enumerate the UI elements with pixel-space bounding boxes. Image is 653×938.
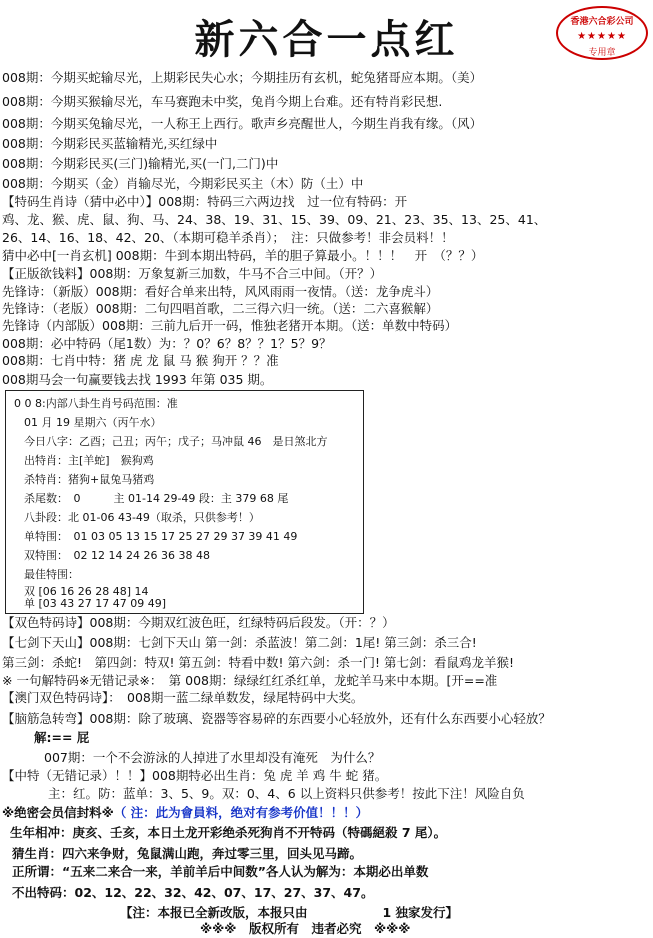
text-line: 26、14、16、18、42、20、（本期可稳羊杀肖）； 注：只做参考！非会员料！！ (2, 230, 454, 245)
text-line: 生年相冲：庚亥、壬亥，本日土龙开彩绝杀死狗肖不开特码（特碼絕殺 7 尾）。 (10, 825, 447, 840)
page-title: 新六合一点红 (194, 16, 459, 63)
seal-stars: ★★★★★ (577, 31, 627, 42)
member-label: ※绝密会员信封料※ (2, 805, 114, 820)
box-line: 今日八字：乙酉；己丑；丙午；戊子；马冲鼠 46 是日煞北方 (24, 435, 328, 448)
member-heading (2, 805, 368, 821)
company-seal (556, 6, 648, 60)
text-line: 008期：今期买猴输尽光，车马赛跑未中奖，兔肖今期上台难。还有特肖彩民想. (2, 94, 443, 109)
box-line: 双 [06 16 26 28 48] 14 (24, 585, 149, 598)
text-line: ※ 一句解特码※无错记录※： 第 008期：绿绿红红杀红单，龙蛇羊马来中本期。[开==准 (2, 673, 498, 688)
box-line: 0 0 8:内部八卦生肖号码范围：准 (14, 397, 178, 410)
copyright-line: ※※※ 版权所有 违者必究 ※※※ (200, 921, 411, 936)
text-line: 【正版欲钱料】008期：万象复新三加数，牛马不合三中间。（开？） (2, 266, 383, 281)
text-line: 008期：今期彩民买蓝输精光,买红绿中 (2, 136, 218, 151)
footer-note: 【注：本报已全新改版，本报只由 1 独家发行】 (120, 905, 459, 920)
box-line: 出特肖：主[羊蛇] 猴狗鸡 (24, 454, 154, 467)
text-line: 008期：今期买兔输尽光，一人称王上西行。歌声乡亮醒世人，今期生肖我有缘。（风） (2, 116, 483, 131)
box-line: 杀尾数： 0 主 01-14 29-49 段：主 379 68 尾 (24, 492, 289, 505)
box-line: 最佳特围： (24, 568, 79, 581)
text-line: 先锋诗（内部版）008期：三前九后开一码，惟独老猪开本期。（送：单数中特码） (2, 318, 458, 333)
text-line: 008期：必中特码（尾1数）为：？0？6？8？？1？5？9？ (2, 336, 332, 351)
text-line: 008期马会一句赢要钱去找 1993 年第 035 期。 (2, 372, 273, 387)
text-line: 主：红。防：蓝单：3、5、9。双：0、4、6 以上资料只供参考！按此下注！风险自负 (48, 786, 525, 801)
text-line: 猜中必中[一肖玄机] 008期：牛到本期出特码，羊的胆子算最小。！！！ 开 （？？） (2, 248, 484, 263)
text-line: 【双色特码诗】008期：今期双红波色旺，红绿特码后段发。（开：？） (2, 615, 395, 630)
text-line: 先锋诗：（老版）008期：二句四唱首歌，二三得六归一统。（送：二六喜猴解） (2, 301, 439, 316)
text-line: 鸡、龙、猴、虎、鼠、狗、马、24、38、19、31、15、39、09、21、23、35、13、25、41、 (2, 212, 547, 227)
text-line: 008期：今期买（金）肖输尽光，今期彩民买主（木）防（土）中 (2, 176, 364, 191)
box-line: 八卦段：北 01-06 43-49（取杀，只供参考！） (24, 511, 260, 524)
text-line: 【七剑下天山】008期：七剑下天山 第一剑：杀蓝波！第二剑：1尾! 第三剑：杀三合! (2, 635, 477, 650)
text-line: 007期：一个不会游泳的人掉进了水里却没有淹死 为什么？ (44, 750, 381, 765)
seal-label: 专用章 (588, 48, 616, 58)
text-line: 008期：七肖中特：猪 虎 龙 鼠 马 猴 狗开 ？？准 (2, 353, 279, 368)
text-line: 【中特（无错记录）！！】008期特必出生肖：兔 虎 羊 鸡 牛 蛇 猪。 (2, 768, 388, 783)
text-line: 解:== 屁 (34, 730, 90, 745)
member-note: （ 注：此为會員料，绝对有参考价值！！！） (113, 805, 369, 820)
bagua-range-box (5, 390, 364, 614)
seal-name: 香港六合彩公司 (570, 17, 634, 27)
box-line: 01 月 19 星期六（丙午水） (24, 416, 162, 429)
text-line: 第三剑：杀蛇! 第四剑：特双! 第五剑：特看中数! 第六剑：杀一门! 第七剑：看鼠鸡龙羊猴! (2, 655, 514, 670)
box-line: 双特围： 02 12 14 24 26 36 38 48 (24, 549, 210, 562)
text-line: 正所谓：“五来二来合一来，羊前羊后中间数”各人认为解为：本期必出单数 (12, 864, 429, 879)
text-line: 008期：今期买蛇输尽光，上期彩民失心水；今期挂历有玄机，蛇兔猪哥应本期。（美） (2, 70, 483, 85)
text-line: 猜生肖：四六来争财，兔鼠满山跑，奔过零三里，回头见马蹄。 (12, 846, 363, 861)
text-line: 不出特码：02、12、22、32、42、07、17、27、37、47。 (12, 885, 374, 900)
box-line: 单 [03 43 27 17 47 09 49] (24, 597, 167, 610)
box-line: 单特围： 01 03 05 13 15 17 25 27 29 37 39 41 49 (24, 530, 298, 543)
box-line: 杀特肖：猪狗+鼠兔马猪鸡 (24, 473, 155, 486)
text-line: 【脑筋急转弯】008期：除了玻璃、瓷器等容易碎的东西要小心轻放外，还有什么东西要小心轻放？ (2, 711, 551, 726)
text-line: 【澳门双色特码诗】： 008期一蓝二绿单数发，绿尾特码中大奖。 (2, 690, 364, 705)
text-line: 008期：今期彩民买(三门)输精光,买(一门,二门)中 (2, 156, 279, 171)
text-line: 【特码生肖诗（猜中必中）】008期：特码三六两边找 过一位有特码：开 (2, 194, 408, 209)
text-line: 先锋诗：（新版）008期：看好合单来出特，风风雨雨一夜情。（送：龙争虎斗） (2, 284, 439, 299)
